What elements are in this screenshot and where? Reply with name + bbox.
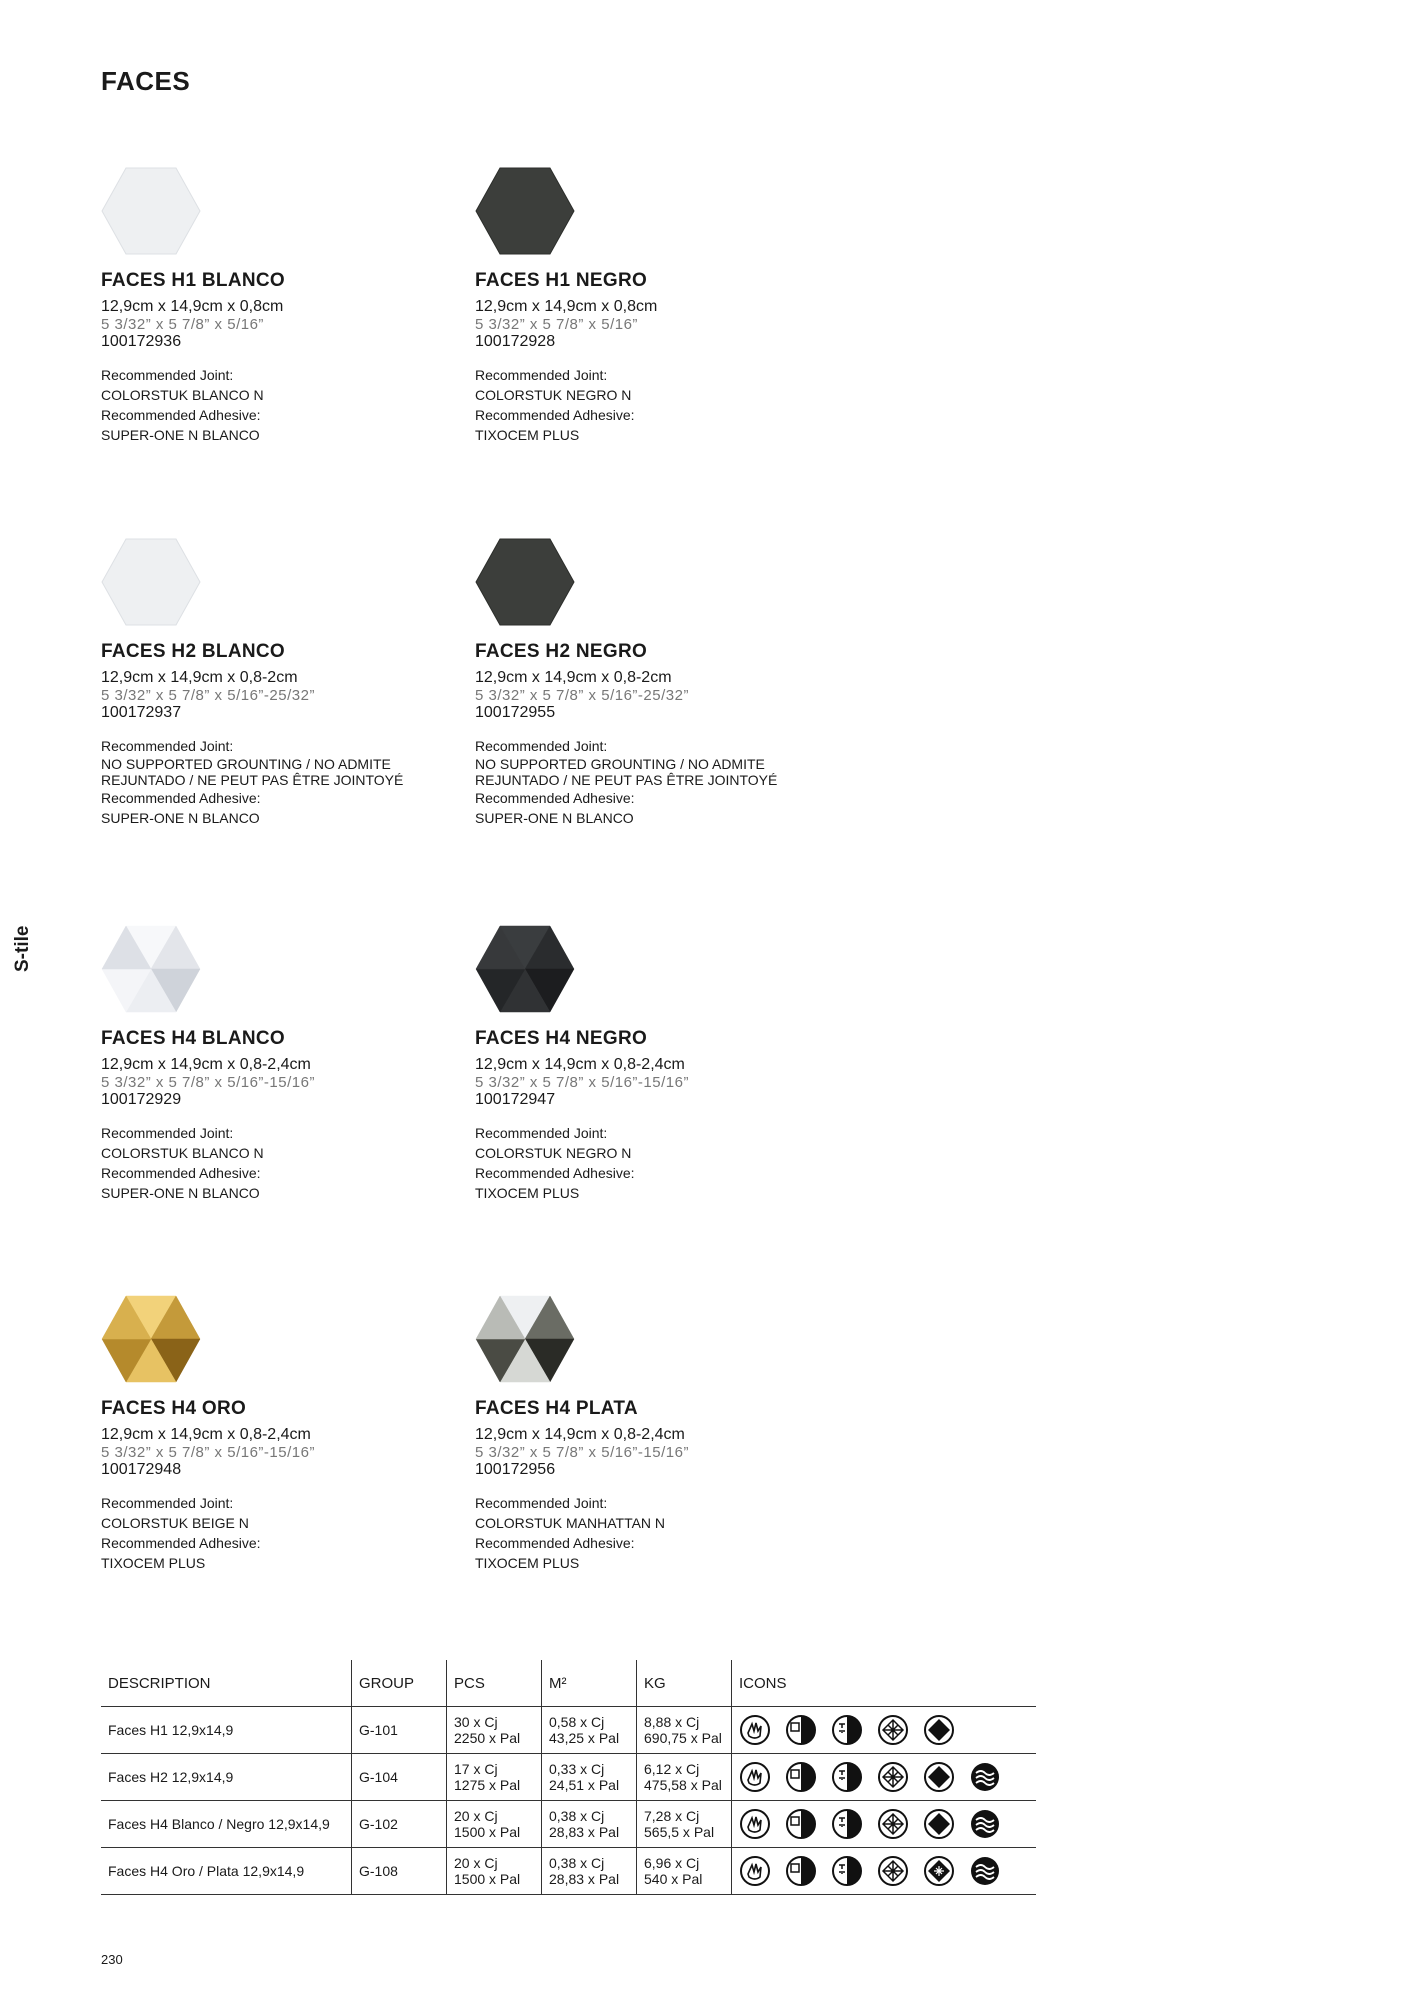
product-card: [475, 166, 815, 445]
product-size-inch: 5 3/32” x 5 7/8” x 5/16”-15/16”: [475, 1444, 689, 1461]
kg-pallet: 540 x Pal: [644, 1871, 703, 1887]
contrast-wall-icon: [785, 1808, 817, 1840]
tile-image: [475, 537, 575, 627]
product-card: [101, 537, 441, 828]
kg-pallet: 475,58 x Pal: [644, 1777, 722, 1793]
joint-label: Recommended Joint:: [101, 738, 234, 754]
joint-label: Recommended Joint:: [101, 1495, 234, 1511]
row-group: G-101: [352, 1707, 447, 1754]
joint-value: COLORSTUK MANHATTAN N: [475, 1515, 666, 1531]
adhesive-label: Recommended Adhesive:: [475, 407, 635, 423]
hexagon-face: [476, 168, 574, 254]
product-card: [475, 924, 815, 1203]
product-card: [475, 537, 815, 828]
row-description: Faces H2 12,9x14,9: [101, 1754, 352, 1801]
joint-value: COLORSTUK BLANCO N: [101, 387, 264, 403]
row-icons: [732, 1754, 1037, 1801]
adhesive-value: SUPER-ONE N BLANCO: [101, 1185, 260, 1201]
adhesive-value: SUPER-ONE N BLANCO: [101, 427, 260, 443]
header-description: DESCRIPTION: [101, 1660, 352, 1707]
row-kg: [637, 1848, 732, 1895]
adhesive-value: SUPER-ONE N BLANCO: [101, 810, 260, 826]
header-kg: KG: [637, 1660, 732, 1707]
m2-box: 0,38 x Cj: [549, 1855, 605, 1871]
row-group: G-102: [352, 1801, 447, 1848]
joint-value: COLORSTUK BLANCO N: [101, 1145, 264, 1161]
swirl-variation-icon: [969, 1855, 1001, 1887]
product-code: 100172947: [475, 1091, 556, 1108]
product-name: FACES H2 NEGRO: [475, 641, 648, 662]
product-size-metric: 12,9cm x 14,9cm x 0,8-2,4cm: [101, 1056, 311, 1073]
product-code: 100172928: [475, 333, 556, 350]
kg-box: 6,96 x Cj: [644, 1855, 700, 1871]
product-code: 100172936: [101, 333, 182, 350]
row-m2: [542, 1707, 637, 1754]
row-m2: [542, 1848, 637, 1895]
adhesive-label: Recommended Adhesive:: [475, 790, 635, 806]
adhesive-value: TIXOCEM PLUS: [475, 427, 580, 443]
product-code: 100172929: [101, 1091, 182, 1108]
product-code: 100172937: [101, 704, 182, 721]
row-pcs: [447, 1754, 542, 1801]
product-size-metric: 12,9cm x 14,9cm x 0,8cm: [475, 298, 658, 315]
pcs-pallet: 2250 x Pal: [454, 1730, 521, 1746]
m2-pallet: 24,51 x Pal: [549, 1777, 620, 1793]
contrast-wall-icon: [785, 1714, 817, 1746]
joint-value: REJUNTADO / NE PEUT PAS ÊTRE JOINTOYÉ: [101, 772, 404, 788]
contrast-wall-icon: [785, 1855, 817, 1887]
hand-wash-icon: [739, 1855, 771, 1887]
table-row: [101, 1848, 1036, 1895]
tile-image: [101, 924, 201, 1014]
product-size-inch: 5 3/32” x 5 7/8” x 5/16”-15/16”: [101, 1074, 315, 1091]
m2-box: 0,33 x Cj: [549, 1761, 605, 1777]
swirl-variation-icon: [969, 1761, 1001, 1793]
adhesive-value: SUPER-ONE N BLANCO: [475, 810, 634, 826]
joint-label: Recommended Joint:: [101, 1125, 234, 1141]
joint-value: NO SUPPORTED GROUNTING / NO ADMITE: [475, 756, 765, 772]
side-section-label: S-tile: [12, 925, 33, 972]
row-description: Faces H1 12,9x14,9: [101, 1707, 352, 1754]
m2-box: 0,38 x Cj: [549, 1808, 605, 1824]
header-group: GROUP: [352, 1660, 447, 1707]
kg-box: 6,12 x Cj: [644, 1761, 700, 1777]
pcs-box: 17 x Cj: [454, 1761, 498, 1777]
row-icons: [732, 1707, 1037, 1754]
row-description: Faces H4 Blanco / Negro 12,9x14,9: [101, 1801, 352, 1848]
product-code: 100172955: [475, 704, 556, 721]
product-size-metric: 12,9cm x 14,9cm x 0,8-2,4cm: [101, 1426, 311, 1443]
product-card: [475, 1294, 815, 1573]
pcs-box: 20 x Cj: [454, 1808, 498, 1824]
header-pcs: PCS: [447, 1660, 542, 1707]
page-number: 230: [101, 1952, 123, 1967]
table-header-row: [101, 1660, 1036, 1707]
joint-label: Recommended Joint:: [475, 1125, 608, 1141]
tile-image: [101, 166, 201, 256]
row-group: G-104: [352, 1754, 447, 1801]
pcs-box: 30 x Cj: [454, 1714, 498, 1730]
shower-icon: [831, 1761, 863, 1793]
pcs-pallet: 1500 x Pal: [454, 1871, 521, 1887]
shower-icon: [831, 1808, 863, 1840]
product-size-inch: 5 3/32” x 5 7/8” x 5/16”: [101, 316, 264, 333]
product-size-inch: 5 3/32” x 5 7/8” x 5/16”: [475, 316, 638, 333]
product-name: FACES H4 ORO: [101, 1398, 247, 1419]
product-name: FACES H2 BLANCO: [101, 641, 285, 662]
hexagon-face: [102, 168, 200, 254]
row-kg: [637, 1754, 732, 1801]
product-card: [101, 166, 441, 445]
tile-image: [475, 924, 575, 1014]
adhesive-value: TIXOCEM PLUS: [475, 1555, 580, 1571]
adhesive-value: TIXOCEM PLUS: [101, 1555, 206, 1571]
hand-wash-icon: [739, 1761, 771, 1793]
hexagon-face: [476, 539, 574, 625]
joint-label: Recommended Joint:: [101, 367, 234, 383]
product-card: [101, 924, 441, 1203]
product-size-inch: 5 3/32” x 5 7/8” x 5/16”-25/32”: [475, 687, 689, 704]
frost-resistance-icon: [923, 1808, 955, 1840]
row-description: Faces H4 Oro / Plata 12,9x14,9: [101, 1848, 352, 1895]
joint-label: Recommended Joint:: [475, 367, 608, 383]
tile-image: [475, 166, 575, 256]
row-group: G-108: [352, 1848, 447, 1895]
hand-wash-icon: [739, 1808, 771, 1840]
product-name: FACES H4 BLANCO: [101, 1028, 285, 1049]
product-size-inch: 5 3/32” x 5 7/8” x 5/16”-15/16”: [475, 1074, 689, 1091]
adhesive-label: Recommended Adhesive:: [101, 1165, 261, 1181]
table-row: [101, 1707, 1036, 1754]
page-title: FACES: [101, 66, 191, 96]
adhesive-label: Recommended Adhesive:: [101, 407, 261, 423]
product-size-metric: 12,9cm x 14,9cm x 0,8-2cm: [101, 669, 298, 686]
spec-table: [101, 1660, 1036, 1895]
header-icons: ICONS: [732, 1660, 1037, 1707]
product-size-inch: 5 3/32” x 5 7/8” x 5/16”-25/32”: [101, 687, 315, 704]
m2-pallet: 28,83 x Pal: [549, 1824, 620, 1840]
joint-label: Recommended Joint:: [475, 1495, 608, 1511]
joint-value: NO SUPPORTED GROUNTING / NO ADMITE: [101, 756, 391, 772]
product-size-metric: 12,9cm x 14,9cm x 0,8cm: [101, 298, 284, 315]
product-size-metric: 12,9cm x 14,9cm x 0,8-2,4cm: [475, 1426, 685, 1443]
product-code: 100172956: [475, 1461, 556, 1478]
row-pcs: [447, 1848, 542, 1895]
m2-pallet: 28,83 x Pal: [549, 1871, 620, 1887]
swirl-variation-icon: [969, 1808, 1001, 1840]
adhesive-label: Recommended Adhesive:: [101, 790, 261, 806]
adhesive-label: Recommended Adhesive:: [101, 1535, 261, 1551]
product-size-inch: 5 3/32” x 5 7/8” x 5/16”-15/16”: [101, 1444, 315, 1461]
row-icons: [732, 1848, 1037, 1895]
table-row: [101, 1801, 1036, 1848]
kg-box: 7,28 x Cj: [644, 1808, 700, 1824]
product-name: FACES H4 PLATA: [475, 1398, 638, 1419]
shower-icon: [831, 1714, 863, 1746]
product-name: FACES H4 NEGRO: [475, 1028, 648, 1049]
frost-resistance-icon: [923, 1714, 955, 1746]
joint-value: COLORSTUK NEGRO N: [475, 1145, 632, 1161]
joint-label: Recommended Joint:: [475, 738, 608, 754]
header-m2: M²: [542, 1660, 637, 1707]
slip-resistance-icon: [877, 1714, 909, 1746]
row-m2: [542, 1754, 637, 1801]
kg-pallet: 565,5 x Pal: [644, 1824, 715, 1840]
row-m2: [542, 1801, 637, 1848]
table-row: [101, 1754, 1036, 1801]
hexagon-face: [102, 539, 200, 625]
product-card: [101, 1294, 441, 1573]
row-kg: [637, 1707, 732, 1754]
adhesive-label: Recommended Adhesive:: [475, 1165, 635, 1181]
joint-value: COLORSTUK NEGRO N: [475, 387, 632, 403]
kg-pallet: 690,75 x Pal: [644, 1730, 722, 1746]
adhesive-label: Recommended Adhesive:: [475, 1535, 635, 1551]
product-size-metric: 12,9cm x 14,9cm x 0,8-2,4cm: [475, 1056, 685, 1073]
adhesive-value: TIXOCEM PLUS: [475, 1185, 580, 1201]
row-pcs: [447, 1707, 542, 1754]
product-name: FACES H1 NEGRO: [475, 270, 648, 291]
row-kg: [637, 1801, 732, 1848]
slip-resistance-icon: [877, 1761, 909, 1793]
hand-wash-icon: [739, 1714, 771, 1746]
pcs-box: 20 x Cj: [454, 1855, 498, 1871]
product-name: FACES H1 BLANCO: [101, 270, 285, 291]
joint-value: REJUNTADO / NE PEUT PAS ÊTRE JOINTOYÉ: [475, 772, 778, 788]
slip-resistance-icon: [877, 1808, 909, 1840]
slip-resistance-icon: [877, 1855, 909, 1887]
joint-value: COLORSTUK BEIGE N: [101, 1515, 249, 1531]
row-pcs: [447, 1801, 542, 1848]
product-code: 100172948: [101, 1461, 182, 1478]
product-size-metric: 12,9cm x 14,9cm x 0,8-2cm: [475, 669, 672, 686]
pcs-pallet: 1275 x Pal: [454, 1777, 521, 1793]
m2-pallet: 43,25 x Pal: [549, 1730, 620, 1746]
frost-resistance-icon: [923, 1761, 955, 1793]
pcs-pallet: 1500 x Pal: [454, 1824, 521, 1840]
tile-image: [101, 1294, 201, 1384]
tile-image: [475, 1294, 575, 1384]
sparkle-frost-icon: [923, 1855, 955, 1887]
m2-box: 0,58 x Cj: [549, 1714, 605, 1730]
contrast-wall-icon: [785, 1761, 817, 1793]
row-icons: [732, 1801, 1037, 1848]
shower-icon: [831, 1855, 863, 1887]
tile-image: [101, 537, 201, 627]
kg-box: 8,88 x Cj: [644, 1714, 700, 1730]
